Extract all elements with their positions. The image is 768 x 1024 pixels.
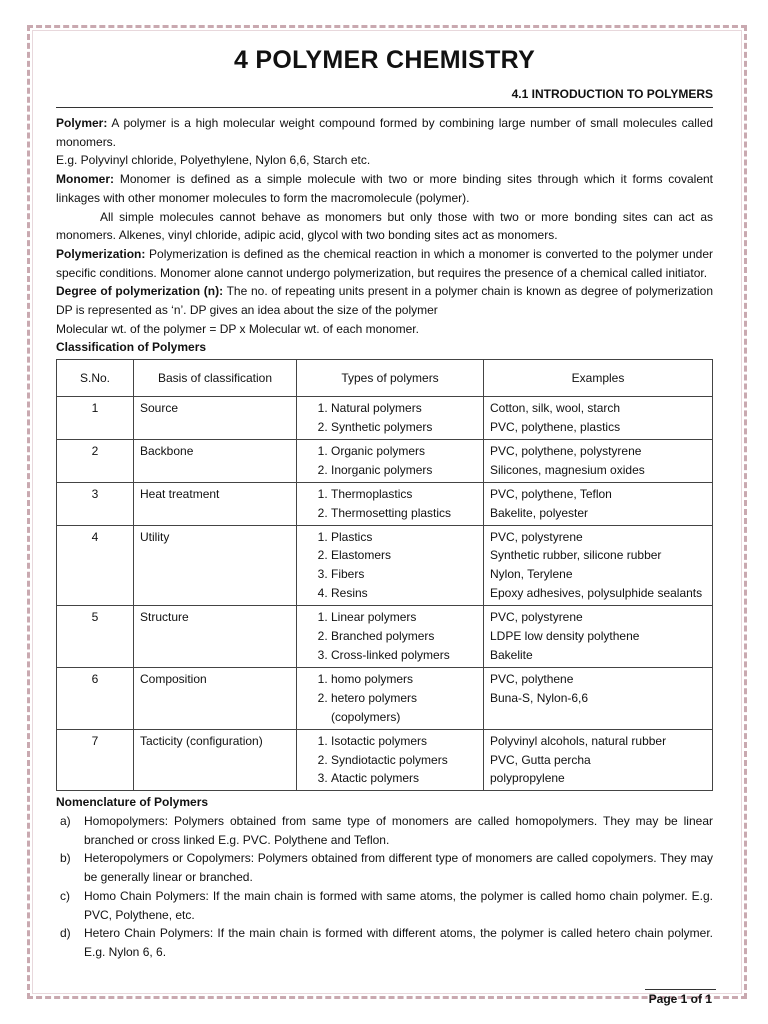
cell-basis: Heat treatment xyxy=(134,482,297,525)
nomenclature-item xyxy=(56,924,713,961)
nomenclature-text: Hetero Chain Polymers: If the main chain is formed with different atoms, the polymer is called hetero chain polymer. E.g. Nylon 6, 6. xyxy=(84,926,713,959)
monomer-definition xyxy=(56,170,713,207)
cell-types xyxy=(297,482,484,525)
table-row xyxy=(57,482,713,525)
type-item: 2. Branched polymers xyxy=(331,627,477,646)
table-row xyxy=(57,729,713,791)
type-item: 3. Fibers xyxy=(331,565,477,584)
header-sno: S.No. xyxy=(57,360,134,397)
list-marker: b) xyxy=(60,851,71,866)
type-item: 2. Synthetic polymers xyxy=(331,418,477,437)
classification-heading-text: Classification of Polymers xyxy=(56,340,207,355)
footer-rule xyxy=(645,989,716,990)
cell-basis: Backbone xyxy=(134,439,297,482)
table-row xyxy=(57,439,713,482)
example-item: Nylon, Terylene xyxy=(490,567,573,582)
nomenclature-list xyxy=(56,812,713,962)
cell-sno: 5 xyxy=(57,606,134,668)
monomer-term: Monomer: xyxy=(56,172,114,187)
cell-examples xyxy=(484,397,713,440)
polymerization-text: Polymerization is defined as the chemical reaction in which a monomer is converted to the polymer under specific conditions. Monomer alone cannot undergo polymerization, but requires the presence of a chemical called initiator. xyxy=(56,246,713,280)
monomer-paragraph: All simple molecules cannot behave as monomers but only those with two or more bonding sites can act as monomers. Alkenes, vinyl chloride, adipic acid, glycol with two bonding sites act as monomers. xyxy=(56,209,713,243)
cell-sno: 2 xyxy=(57,439,134,482)
example-item: Epoxy adhesives, polysulphide sealants xyxy=(490,586,703,601)
cell-sno: 7 xyxy=(57,729,134,791)
cell-examples xyxy=(484,525,713,606)
list-marker: c) xyxy=(60,888,70,903)
header-types: Types of polymers xyxy=(297,360,484,397)
example-item: PVC, polystyrene xyxy=(490,529,583,544)
header-examples: Examples xyxy=(484,360,713,397)
nomenclature-text: Homopolymers: Polymers obtained from same type of monomers are called homopolymers. They may be linear branched or cross linked E.g. PVC. Polythene and Teflon. xyxy=(84,814,713,847)
cell-types xyxy=(297,525,484,606)
cell-sno: 4 xyxy=(57,525,134,606)
polymer-definition xyxy=(56,114,713,151)
dp-term: Degree of polymerization (n): xyxy=(56,284,224,299)
table-header-row xyxy=(57,360,713,397)
table-row xyxy=(57,606,713,668)
types-list xyxy=(307,608,477,665)
cell-types xyxy=(297,606,484,668)
cell-examples xyxy=(484,439,713,482)
example-item: Buna-S, Nylon-6,6 xyxy=(490,690,589,705)
nomenclature-heading-text: Nomenclature of Polymers xyxy=(56,795,209,810)
types-list xyxy=(307,442,477,480)
example-item: PVC, polythene, polystyrene xyxy=(490,443,642,458)
example-item: LDPE low density polythene xyxy=(490,629,640,644)
type-item: 4. Resins xyxy=(331,584,477,603)
dp-definition xyxy=(56,282,713,319)
cell-types xyxy=(297,439,484,482)
example-item: PVC, polythene xyxy=(490,671,574,686)
table-body xyxy=(57,397,713,791)
nomenclature-heading xyxy=(56,793,713,812)
cell-basis: Tacticity (configuration) xyxy=(134,729,297,791)
type-item: 1. homo polymers xyxy=(331,670,477,689)
type-item: 3. Cross-linked polymers xyxy=(331,646,477,665)
type-item: 1. Linear polymers xyxy=(331,608,477,627)
type-item: 2. hetero polymers (copolymers) xyxy=(331,689,477,727)
cell-examples xyxy=(484,729,713,791)
example-item: PVC, polythene, Teflon xyxy=(490,486,612,501)
page-title: 4 POLYMER CHEMISTRY xyxy=(233,46,536,74)
nomenclature-item xyxy=(56,812,713,849)
polymerization-definition xyxy=(56,245,713,282)
types-list xyxy=(307,485,477,523)
example-item: PVC, polythene, plastics xyxy=(490,420,621,435)
section-heading: 4.1 INTRODUCTION TO POLYMERS xyxy=(511,87,713,101)
nomenclature-text: Homo Chain Polymers: If the main chain is formed with same atoms, the polymer is called homo chain polymer. E.g. PVC, Polythene, etc. xyxy=(84,888,713,922)
example-item: Synthetic rubber, silicone rubber xyxy=(490,548,662,563)
classification-table xyxy=(56,359,713,791)
type-item: 3. Atactic polymers xyxy=(331,769,477,788)
cell-basis: Source xyxy=(134,397,297,440)
cell-types xyxy=(297,729,484,791)
example-item: Bakelite xyxy=(490,648,533,663)
list-marker: d) xyxy=(60,926,71,941)
types-list xyxy=(307,399,477,437)
nomenclature-item xyxy=(56,887,713,924)
example-item: Cotton, silk, wool, starch xyxy=(490,401,621,416)
cell-examples xyxy=(484,482,713,525)
type-item: 1. Isotactic polymers xyxy=(331,732,477,751)
cell-types xyxy=(297,397,484,440)
nomenclature-item xyxy=(56,849,713,886)
types-list xyxy=(307,670,477,727)
cell-types xyxy=(297,667,484,729)
example-item: Bakelite, polyester xyxy=(490,505,589,520)
cell-basis: Structure xyxy=(134,606,297,668)
table-row xyxy=(57,525,713,606)
monomer-text: Monomer is defined as a simple molecule with two or more binding sites through which it forms covalent linkages with other monomer molecules to form the macromolecule (polymer). xyxy=(56,172,713,205)
type-item: 1. Organic polymers xyxy=(331,442,477,461)
cell-sno: 1 xyxy=(57,397,134,440)
page-number: Page 1 of 1 xyxy=(648,992,712,1006)
dp-text: The no. of repeating units present in a polymer chain is known as degree of polymerization DP is represented as ‘n’. DP gives an idea about the size of the polymer xyxy=(56,284,713,318)
table-row xyxy=(57,667,713,729)
cell-sno: 3 xyxy=(57,482,134,525)
heading-rule xyxy=(56,107,713,108)
polymer-term: Polymer: xyxy=(56,116,108,130)
nomenclature-text: Heteropolymers or Copolymers: Polymers obtained from different type of monomers are called copolymers. They may be generally linear or branched. xyxy=(84,851,713,885)
cell-basis: Utility xyxy=(134,525,297,606)
molecular-weight-formula: Molecular wt. of the polymer = DP x Molecular wt. of each monomer. xyxy=(56,321,419,336)
cell-examples xyxy=(484,667,713,729)
type-item: 2. Inorganic polymers xyxy=(331,461,477,480)
type-item: 1. Plastics xyxy=(331,528,477,547)
type-item: 2. Elastomers xyxy=(331,546,477,565)
cell-basis: Composition xyxy=(134,667,297,729)
polymer-text: A polymer is a high molecular weight compound formed by combining large number of small molecules called monomers. xyxy=(56,116,713,149)
type-item: 2. Syndiotactic polymers xyxy=(331,751,477,770)
type-item: 1. Thermoplastics xyxy=(331,485,477,504)
polymerization-term: Polymerization: xyxy=(56,246,146,261)
document-body xyxy=(56,40,713,962)
example-item: PVC, Gutta percha xyxy=(490,752,591,767)
cell-examples xyxy=(484,606,713,668)
example-item: PVC, polystyrene xyxy=(490,610,583,625)
cell-sno: 6 xyxy=(57,667,134,729)
types-list xyxy=(307,732,477,789)
example-item: Polyvinyl alcohols, natural rubber xyxy=(490,733,667,748)
type-item: 2. Thermosetting plastics xyxy=(331,504,477,523)
example-item: polypropylene xyxy=(490,771,565,786)
type-item: 1. Natural polymers xyxy=(331,399,477,418)
list-marker: a) xyxy=(60,814,71,829)
types-list xyxy=(307,528,477,604)
header-basis: Basis of classification xyxy=(134,360,297,397)
table-row xyxy=(57,397,713,440)
example-item: Silicones, magnesium oxides xyxy=(490,462,645,477)
nomenclature-section xyxy=(56,793,713,961)
classification-heading xyxy=(56,338,713,357)
polymer-example: E.g. Polyvinyl chloride, Polyethylene, Nylon 6,6, Starch etc. xyxy=(56,153,371,168)
page-footer xyxy=(649,992,712,1006)
